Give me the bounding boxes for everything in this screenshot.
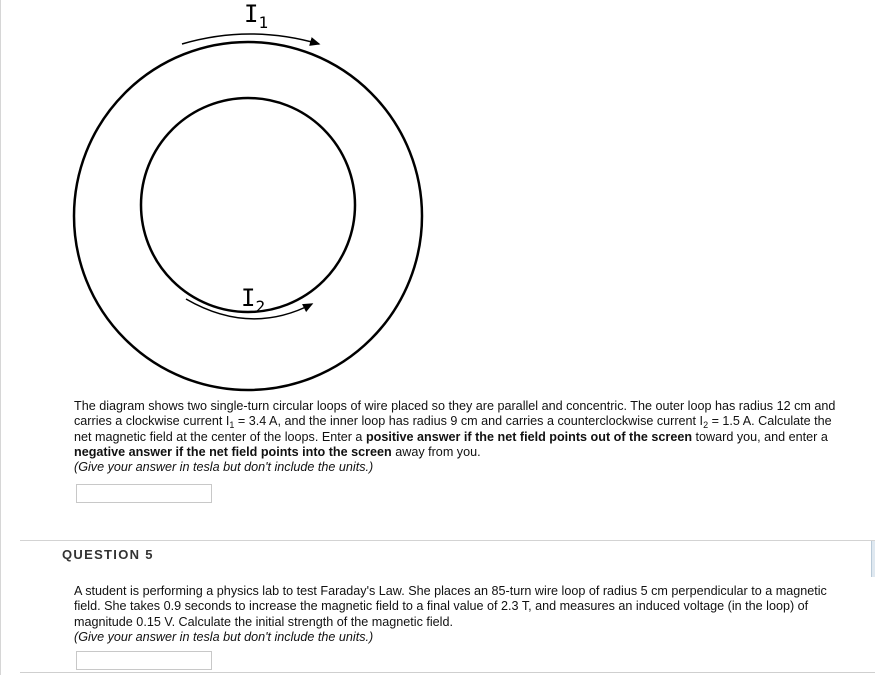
inner-current-label: I: [241, 284, 256, 312]
q4-text-part-1: The diagram shows two single-turn circular loops of wire placed so they are parallel and concentric. The outer loop has radius 12 cm and carries a clockwise current I: [74, 399, 836, 429]
q4-text-part-3: = 1.5 A. Calculate the net magnetic field at the center of the loops. Enter a: [74, 414, 832, 444]
right-edge-tab: [871, 541, 875, 577]
q4-subscript-1: 1: [229, 420, 235, 431]
inner-current-subscript: 2: [255, 297, 266, 316]
question-5-note: (Give your answer in tesla but don't include the units.): [74, 629, 374, 644]
q4-text-part-2: = 3.4 A, and the inner loop has radius 9 cm and carries a counterclockwise current I: [234, 414, 704, 429]
question-5-text: [74, 584, 844, 645]
question-4-note: (Give your answer in tesla but don't include the units.): [74, 460, 374, 475]
q4-text-part-4: toward you, and enter a: [692, 429, 828, 444]
question-4-text: [74, 399, 844, 475]
bottom-border: [20, 672, 875, 673]
outer-loop: [74, 42, 422, 390]
question-4-body: [74, 399, 844, 460]
q4-subscript-2: 2: [703, 420, 709, 431]
question-5-answer-input[interactable]: [76, 651, 212, 670]
inner-loop: [141, 98, 355, 312]
question-5-body: A student is performing a physics lab to test Faraday's Law. She places an 85-turn wire loop of radius 5 cm perpendicular to a magnetic field. She takes 0.9 seconds to increase the magnetic field to a final value of 2.3 T, and measures an induced voltage (in the loop) of magnitude 0.15 V. Calculate the initial strength of the magnetic field.: [74, 584, 827, 629]
q4-negative-instruction: negative answer if the net field points into the screen: [74, 444, 392, 459]
question-5-heading: QUESTION 5: [62, 547, 154, 562]
svg-text:I1: [244, 0, 268, 32]
question-divider: [20, 540, 875, 541]
outer-current-label: I: [244, 0, 259, 28]
outer-current-subscript: 1: [258, 13, 269, 32]
svg-text:I2: [241, 284, 265, 316]
q4-text-part-5: away from you.: [391, 444, 481, 459]
q4-positive-instruction: positive answer if the net field points out of the screen: [365, 429, 693, 444]
question-4-answer-input[interactable]: [76, 484, 212, 503]
